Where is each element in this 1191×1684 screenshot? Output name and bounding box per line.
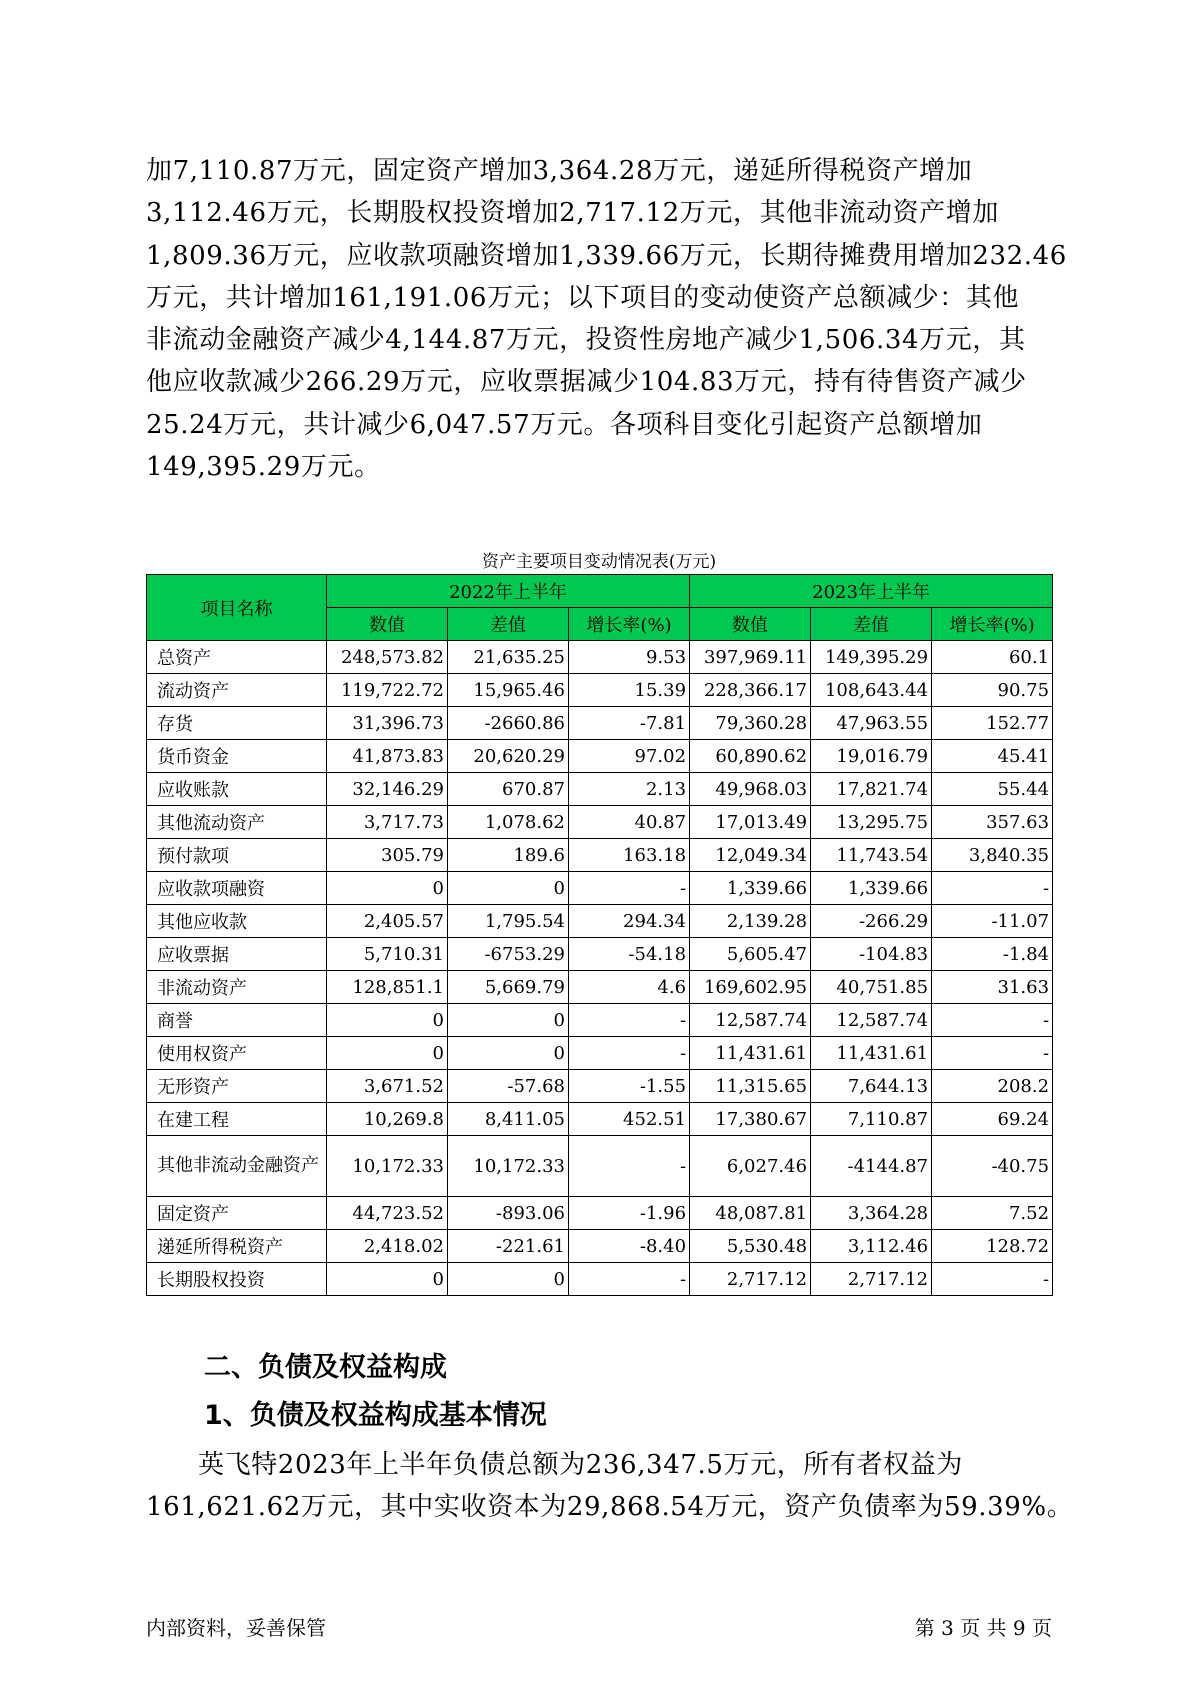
row-item-name: 应收账款 — [147, 773, 327, 806]
table-body — [147, 641, 1053, 1296]
table-row — [147, 1103, 1053, 1136]
row-value-cell: 670.87 — [448, 773, 569, 806]
header-period-2023: 2023年上半年 — [690, 575, 1053, 608]
row-value-cell: 11,431.61 — [811, 1037, 932, 1070]
row-item-name: 预付款项 — [147, 839, 327, 872]
row-value-cell: 208.2 — [932, 1070, 1053, 1103]
footer-page-number: 第 3 页 共 9 页 — [914, 1616, 1052, 1640]
row-value-cell: -2660.86 — [448, 707, 569, 740]
row-value-cell: 0 — [448, 1004, 569, 1037]
row-value-cell: 15.39 — [569, 674, 690, 707]
row-item-name: 其他非流动金融资产 — [147, 1136, 327, 1197]
paragraph-line: 非流动金融资产减少4,144.87万元，投资性房地产减少1,506.34万元，其 — [146, 325, 1026, 356]
row-value-cell: 128.72 — [932, 1230, 1053, 1263]
row-value-cell: -266.29 — [811, 905, 932, 938]
header-period-2022: 2022年上半年 — [327, 575, 690, 608]
row-value-cell: 31.63 — [932, 971, 1053, 1004]
row-value-cell: 2,717.12 — [811, 1263, 932, 1296]
row-value-cell: 2.13 — [569, 773, 690, 806]
row-item-name: 总资产 — [147, 641, 327, 674]
row-value-cell: 128,851.1 — [327, 971, 448, 1004]
paragraph-line: 万元，共计增加161,191.06万元；以下项目的变动使资产总额减少：其他 — [146, 282, 1020, 313]
row-value-cell: - — [569, 1136, 690, 1197]
row-value-cell: 1,078.62 — [448, 806, 569, 839]
table-row — [147, 971, 1053, 1004]
paragraph-line: 161,621.62万元，其中实收资本为29,868.54万元，资产负债率为59.39%。 — [146, 1492, 1074, 1523]
row-value-cell: 20,620.29 — [448, 740, 569, 773]
row-item-name: 应收款项融资 — [147, 872, 327, 905]
row-item-name: 其他应收款 — [147, 905, 327, 938]
row-value-cell: 149,395.29 — [811, 641, 932, 674]
table-row — [147, 839, 1053, 872]
paragraph-line: 25.24万元，共计减少6,047.57万元。各项科目变化引起资产总额增加 — [146, 409, 983, 440]
table-row — [147, 1197, 1053, 1230]
paragraph-line: 1,809.36万元，应收款项融资增加1,339.66万元，长期待摊费用增加232.46 — [146, 240, 1067, 271]
header-growth-rate: 增长率(%) — [932, 608, 1053, 641]
row-value-cell: 48,087.81 — [690, 1197, 811, 1230]
subsection-heading: 1、负债及权益构成基本情况 — [204, 1400, 547, 1431]
row-item-name: 无形资产 — [147, 1070, 327, 1103]
row-value-cell: 0 — [327, 1004, 448, 1037]
row-value-cell: -1.96 — [569, 1197, 690, 1230]
row-item-name: 货币资金 — [147, 740, 327, 773]
row-value-cell: 5,669.79 — [448, 971, 569, 1004]
row-value-cell: 11,431.61 — [690, 1037, 811, 1070]
row-value-cell: 45.41 — [932, 740, 1053, 773]
row-value-cell: 1,795.54 — [448, 905, 569, 938]
row-value-cell: -6753.29 — [448, 938, 569, 971]
row-value-cell: -54.18 — [569, 938, 690, 971]
header-difference: 差值 — [448, 608, 569, 641]
row-value-cell: - — [932, 1004, 1053, 1037]
row-item-name: 递延所得税资产 — [147, 1230, 327, 1263]
row-value-cell: 169,602.95 — [690, 971, 811, 1004]
row-value-cell: 5,710.31 — [327, 938, 448, 971]
header-difference: 差值 — [811, 608, 932, 641]
row-item-name: 使用权资产 — [147, 1037, 327, 1070]
row-value-cell: 1,339.66 — [690, 872, 811, 905]
row-value-cell: 2,717.12 — [690, 1263, 811, 1296]
row-item-name: 流动资产 — [147, 674, 327, 707]
table-row — [147, 740, 1053, 773]
row-value-cell: 3,671.52 — [327, 1070, 448, 1103]
row-value-cell: 15,965.46 — [448, 674, 569, 707]
row-value-cell: 2,405.57 — [327, 905, 448, 938]
table-row — [147, 674, 1053, 707]
row-value-cell: -40.75 — [932, 1136, 1053, 1197]
row-value-cell: 228,366.17 — [690, 674, 811, 707]
table-row — [147, 1230, 1053, 1263]
row-value-cell: 12,049.34 — [690, 839, 811, 872]
row-value-cell: 7,110.87 — [811, 1103, 932, 1136]
row-value-cell: -4144.87 — [811, 1136, 932, 1197]
section-heading: 二、负债及权益构成 — [204, 1352, 447, 1383]
row-value-cell: - — [932, 1037, 1053, 1070]
row-value-cell: 10,269.8 — [327, 1103, 448, 1136]
row-value-cell: 6,027.46 — [690, 1136, 811, 1197]
row-value-cell: -1.55 — [569, 1070, 690, 1103]
paragraph-line: 加7,110.87万元，固定资产增加3,364.28万元，递延所得税资产增加 — [146, 156, 973, 186]
row-value-cell: 294.34 — [569, 905, 690, 938]
row-value-cell: - — [932, 1263, 1053, 1296]
row-value-cell: 189.6 — [448, 839, 569, 872]
row-value-cell: 357.63 — [932, 806, 1053, 839]
row-value-cell: 108,643.44 — [811, 674, 932, 707]
row-value-cell: 3,112.46 — [811, 1230, 932, 1263]
row-value-cell: 7.52 — [932, 1197, 1053, 1230]
row-value-cell: 397,969.11 — [690, 641, 811, 674]
row-value-cell: 31,396.73 — [327, 707, 448, 740]
row-item-name: 固定资产 — [147, 1197, 327, 1230]
row-value-cell: 0 — [448, 872, 569, 905]
row-value-cell: 12,587.74 — [690, 1004, 811, 1037]
paragraph-line: 他应收款减少266.29万元，应收票据减少104.83万元，持有待售资产减少 — [146, 367, 1027, 398]
footer-confidential-note: 内部资料，妥善保管 — [146, 1616, 326, 1640]
row-value-cell: 40.87 — [569, 806, 690, 839]
row-value-cell: -104.83 — [811, 938, 932, 971]
row-value-cell: 305.79 — [327, 839, 448, 872]
row-item-name: 非流动资产 — [147, 971, 327, 1004]
row-value-cell: 452.51 — [569, 1103, 690, 1136]
row-value-cell: 10,172.33 — [448, 1136, 569, 1197]
row-value-cell: - — [569, 1004, 690, 1037]
table-row — [147, 1037, 1053, 1070]
row-value-cell: 5,530.48 — [690, 1230, 811, 1263]
row-value-cell: 2,418.02 — [327, 1230, 448, 1263]
row-value-cell: 19,016.79 — [811, 740, 932, 773]
row-value-cell: 49,968.03 — [690, 773, 811, 806]
row-value-cell: 41,873.83 — [327, 740, 448, 773]
body-paragraph-assets — [146, 150, 1067, 488]
table-row — [147, 806, 1053, 839]
row-item-name: 长期股权投资 — [147, 1263, 327, 1296]
row-value-cell: 60,890.62 — [690, 740, 811, 773]
row-value-cell: 248,573.82 — [327, 641, 448, 674]
asset-change-table — [146, 574, 1053, 1296]
table-row — [147, 773, 1053, 806]
row-value-cell: 47,963.55 — [811, 707, 932, 740]
row-value-cell: 152.77 — [932, 707, 1053, 740]
table-caption: 资产主要项目变动情况表(万元) — [481, 552, 717, 572]
table-row — [147, 1263, 1053, 1296]
row-value-cell: 5,605.47 — [690, 938, 811, 971]
row-value-cell: 2,139.28 — [690, 905, 811, 938]
row-value-cell: 17,013.49 — [690, 806, 811, 839]
table-row — [147, 872, 1053, 905]
row-value-cell: 40,751.85 — [811, 971, 932, 1004]
row-value-cell: 44,723.52 — [327, 1197, 448, 1230]
header-value: 数值 — [690, 608, 811, 641]
row-value-cell: 11,743.54 — [811, 839, 932, 872]
row-value-cell: -221.61 — [448, 1230, 569, 1263]
paragraph-line: 3,112.46万元，长期股权投资增加2,717.12万元，其他非流动资产增加 — [146, 198, 999, 229]
row-item-name: 应收票据 — [147, 938, 327, 971]
row-value-cell: 21,635.25 — [448, 641, 569, 674]
row-value-cell: 1,339.66 — [811, 872, 932, 905]
row-value-cell: 0 — [448, 1263, 569, 1296]
row-value-cell: -11.07 — [932, 905, 1053, 938]
header-growth-rate: 增长率(%) — [569, 608, 690, 641]
row-value-cell: 90.75 — [932, 674, 1053, 707]
body-paragraph-liabilities — [146, 1444, 1074, 1529]
paragraph-line: 149,395.29万元。 — [146, 452, 381, 483]
row-value-cell: 0 — [448, 1037, 569, 1070]
table-row — [147, 1070, 1053, 1103]
row-value-cell: -893.06 — [448, 1197, 569, 1230]
row-value-cell: 10,172.33 — [327, 1136, 448, 1197]
row-value-cell: 60.1 — [932, 641, 1053, 674]
row-value-cell: 4.6 — [569, 971, 690, 1004]
row-value-cell: 0 — [327, 1263, 448, 1296]
paragraph-line: 英飞特2023年上半年负债总额为236,347.5万元，所有者权益为 — [198, 1450, 963, 1480]
row-value-cell: -57.68 — [448, 1070, 569, 1103]
row-value-cell: 0 — [327, 1037, 448, 1070]
row-item-name: 其他流动资产 — [147, 806, 327, 839]
table-row — [147, 1136, 1053, 1197]
row-value-cell: 17,380.67 — [690, 1103, 811, 1136]
table-row — [147, 707, 1053, 740]
row-value-cell: 3,717.73 — [327, 806, 448, 839]
row-item-name: 在建工程 — [147, 1103, 327, 1136]
row-item-name: 存货 — [147, 707, 327, 740]
row-value-cell: -8.40 — [569, 1230, 690, 1263]
row-value-cell: -7.81 — [569, 707, 690, 740]
header-value: 数值 — [327, 608, 448, 641]
header-item-name: 项目名称 — [147, 575, 327, 641]
row-value-cell: 8,411.05 — [448, 1103, 569, 1136]
row-value-cell: 163.18 — [569, 839, 690, 872]
row-value-cell: 79,360.28 — [690, 707, 811, 740]
row-value-cell: 12,587.74 — [811, 1004, 932, 1037]
row-value-cell: - — [569, 1037, 690, 1070]
row-value-cell: 17,821.74 — [811, 773, 932, 806]
table-row — [147, 938, 1053, 971]
row-value-cell: 7,644.13 — [811, 1070, 932, 1103]
table-row — [147, 905, 1053, 938]
row-value-cell: 11,315.65 — [690, 1070, 811, 1103]
row-value-cell: - — [569, 1263, 690, 1296]
row-value-cell: 0 — [327, 872, 448, 905]
row-value-cell: 32,146.29 — [327, 773, 448, 806]
row-value-cell: - — [932, 872, 1053, 905]
row-value-cell: 69.24 — [932, 1103, 1053, 1136]
table-header-row — [147, 575, 1053, 608]
row-item-name: 商誉 — [147, 1004, 327, 1037]
row-value-cell: 119,722.72 — [327, 674, 448, 707]
row-value-cell: 97.02 — [569, 740, 690, 773]
row-value-cell: 55.44 — [932, 773, 1053, 806]
table-row — [147, 641, 1053, 674]
row-value-cell: 3,840.35 — [932, 839, 1053, 872]
row-value-cell: 3,364.28 — [811, 1197, 932, 1230]
row-value-cell: - — [569, 872, 690, 905]
row-value-cell: 9.53 — [569, 641, 690, 674]
row-value-cell: 13,295.75 — [811, 806, 932, 839]
table-row — [147, 1004, 1053, 1037]
row-value-cell: -1.84 — [932, 938, 1053, 971]
